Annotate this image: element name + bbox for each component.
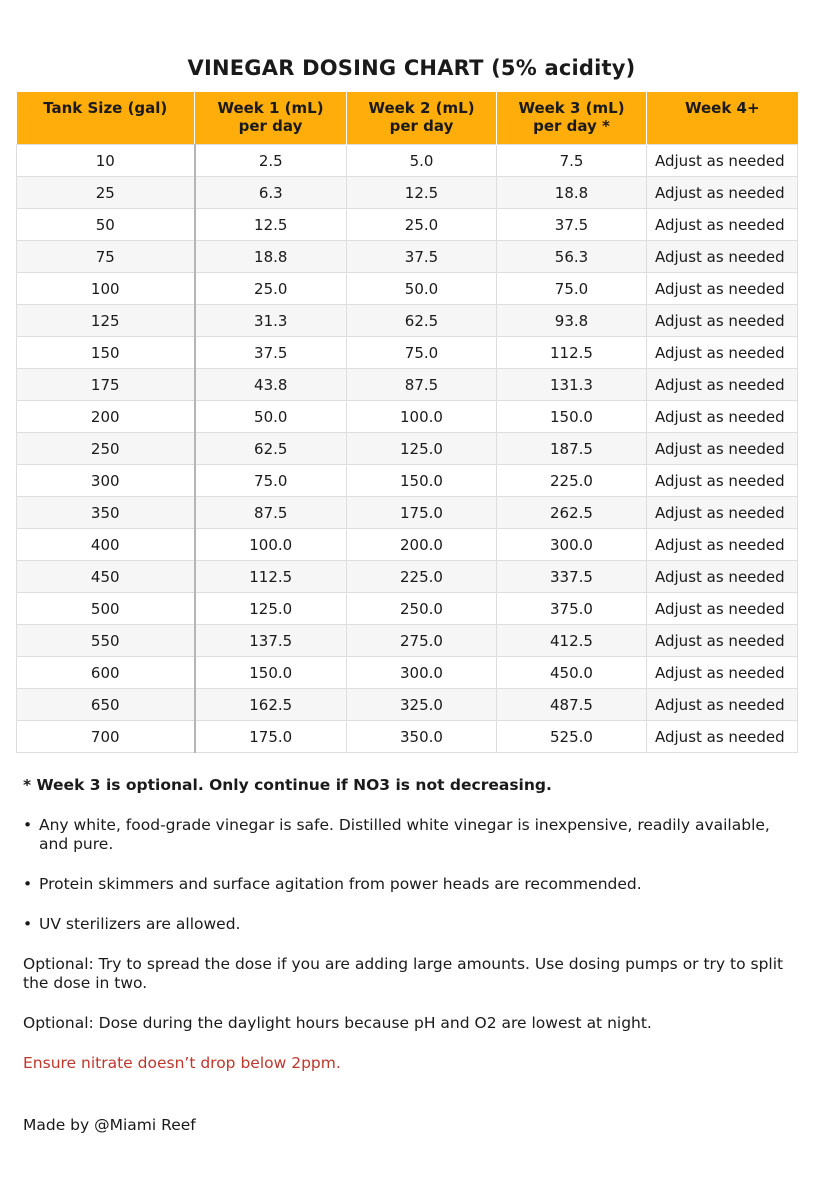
cell-week-4: Adjust as needed bbox=[647, 465, 798, 497]
cell-tank-size: 450 bbox=[17, 561, 195, 593]
cell-tank-size: 250 bbox=[17, 433, 195, 465]
cell-week-2: 350.0 bbox=[347, 721, 497, 753]
cell-tank-size: 10 bbox=[17, 145, 195, 177]
cell-week-3: 487.5 bbox=[497, 689, 647, 721]
cell-week-3: 450.0 bbox=[497, 657, 647, 689]
cell-week-4: Adjust as needed bbox=[647, 145, 798, 177]
table-row bbox=[17, 209, 798, 241]
cell-week-2: 25.0 bbox=[347, 209, 497, 241]
cell-week-4: Adjust as needed bbox=[647, 369, 798, 401]
notes-section bbox=[23, 776, 793, 1073]
credit: Made by @Miami Reef bbox=[23, 1116, 196, 1134]
table-row bbox=[17, 529, 798, 561]
cell-week-2: 225.0 bbox=[347, 561, 497, 593]
table-row bbox=[17, 273, 798, 305]
bullet-dot: • bbox=[23, 816, 33, 834]
cell-week-2: 300.0 bbox=[347, 657, 497, 689]
cell-week-1: 100.0 bbox=[195, 529, 347, 561]
cell-tank-size: 400 bbox=[17, 529, 195, 561]
cell-week-4: Adjust as needed bbox=[647, 625, 798, 657]
cell-week-4: Adjust as needed bbox=[647, 721, 798, 753]
cell-week-3: 150.0 bbox=[497, 401, 647, 433]
week3-note: * Week 3 is optional. Only continue if NO3 is not decreasing. bbox=[23, 776, 552, 794]
cell-week-2: 62.5 bbox=[347, 305, 497, 337]
cell-week-3: 7.5 bbox=[497, 145, 647, 177]
cell-week-1: 25.0 bbox=[195, 273, 347, 305]
cell-week-1: 37.5 bbox=[195, 337, 347, 369]
cell-tank-size: 150 bbox=[17, 337, 195, 369]
cell-tank-size: 25 bbox=[17, 177, 195, 209]
cell-week-3: 262.5 bbox=[497, 497, 647, 529]
cell-tank-size: 75 bbox=[17, 241, 195, 273]
table-row bbox=[17, 465, 798, 497]
cell-week-2: 37.5 bbox=[347, 241, 497, 273]
cell-week-3: 131.3 bbox=[497, 369, 647, 401]
table-row bbox=[17, 241, 798, 273]
cell-week-4: Adjust as needed bbox=[647, 337, 798, 369]
header-week-4: Week 4+ bbox=[647, 92, 798, 145]
cell-week-1: 18.8 bbox=[195, 241, 347, 273]
table-row bbox=[17, 721, 798, 753]
table-row bbox=[17, 433, 798, 465]
cell-tank-size: 700 bbox=[17, 721, 195, 753]
cell-week-1: 2.5 bbox=[195, 145, 347, 177]
cell-week-4: Adjust as needed bbox=[647, 529, 798, 561]
cell-week-1: 162.5 bbox=[195, 689, 347, 721]
cell-week-1: 6.3 bbox=[195, 177, 347, 209]
cell-week-2: 175.0 bbox=[347, 497, 497, 529]
cell-tank-size: 650 bbox=[17, 689, 195, 721]
cell-week-3: 18.8 bbox=[497, 177, 647, 209]
cell-week-1: 31.3 bbox=[195, 305, 347, 337]
cell-tank-size: 100 bbox=[17, 273, 195, 305]
cell-week-2: 200.0 bbox=[347, 529, 497, 561]
header-week-3: Week 3 (mL) per day * bbox=[497, 92, 647, 145]
cell-week-1: 112.5 bbox=[195, 561, 347, 593]
cell-week-2: 87.5 bbox=[347, 369, 497, 401]
cell-week-1: 75.0 bbox=[195, 465, 347, 497]
cell-week-3: 300.0 bbox=[497, 529, 647, 561]
table-row bbox=[17, 625, 798, 657]
cell-tank-size: 600 bbox=[17, 657, 195, 689]
cell-week-4: Adjust as needed bbox=[647, 273, 798, 305]
cell-week-2: 150.0 bbox=[347, 465, 497, 497]
cell-week-1: 43.8 bbox=[195, 369, 347, 401]
cell-week-4: Adjust as needed bbox=[647, 497, 798, 529]
cell-week-3: 75.0 bbox=[497, 273, 647, 305]
cell-week-3: 112.5 bbox=[497, 337, 647, 369]
cell-week-1: 175.0 bbox=[195, 721, 347, 753]
cell-week-3: 375.0 bbox=[497, 593, 647, 625]
bullet-item: • UV sterilizers are allowed. bbox=[23, 915, 241, 933]
cell-week-4: Adjust as needed bbox=[647, 689, 798, 721]
table-row bbox=[17, 593, 798, 625]
cell-week-3: 225.0 bbox=[497, 465, 647, 497]
cell-week-2: 275.0 bbox=[347, 625, 497, 657]
table-row bbox=[17, 145, 798, 177]
cell-week-2: 75.0 bbox=[347, 337, 497, 369]
cell-week-1: 12.5 bbox=[195, 209, 347, 241]
cell-tank-size: 125 bbox=[17, 305, 195, 337]
cell-week-1: 62.5 bbox=[195, 433, 347, 465]
cell-week-3: 337.5 bbox=[497, 561, 647, 593]
cell-week-3: 56.3 bbox=[497, 241, 647, 273]
cell-week-4: Adjust as needed bbox=[647, 657, 798, 689]
cell-week-4: Adjust as needed bbox=[647, 433, 798, 465]
table-row bbox=[17, 689, 798, 721]
cell-week-4: Adjust as needed bbox=[647, 209, 798, 241]
table-row bbox=[17, 497, 798, 529]
cell-week-2: 100.0 bbox=[347, 401, 497, 433]
cell-week-2: 325.0 bbox=[347, 689, 497, 721]
optional-note-daylight: Optional: Dose during the daylight hours because pH and O2 are lowest at night. bbox=[23, 1014, 652, 1032]
header-row bbox=[17, 92, 798, 145]
cell-tank-size: 350 bbox=[17, 497, 195, 529]
header-week-1: Week 1 (mL) per day bbox=[195, 92, 347, 145]
cell-week-3: 37.5 bbox=[497, 209, 647, 241]
cell-week-3: 412.5 bbox=[497, 625, 647, 657]
cell-week-4: Adjust as needed bbox=[647, 177, 798, 209]
cell-tank-size: 200 bbox=[17, 401, 195, 433]
bullet-dot: • bbox=[23, 915, 33, 933]
cell-week-2: 250.0 bbox=[347, 593, 497, 625]
cell-week-3: 525.0 bbox=[497, 721, 647, 753]
cell-week-1: 50.0 bbox=[195, 401, 347, 433]
table-row bbox=[17, 337, 798, 369]
cell-tank-size: 50 bbox=[17, 209, 195, 241]
table-row bbox=[17, 177, 798, 209]
cell-week-4: Adjust as needed bbox=[647, 241, 798, 273]
bullet-item: • Any white, food-grade vinegar is safe. Distilled white vinegar is inexpensive, readily available, and pure. bbox=[23, 816, 770, 853]
table-row bbox=[17, 657, 798, 689]
cell-week-2: 50.0 bbox=[347, 273, 497, 305]
header-week-2: Week 2 (mL) per day bbox=[347, 92, 497, 145]
cell-week-4: Adjust as needed bbox=[647, 561, 798, 593]
dosing-table bbox=[16, 92, 798, 753]
bullet-dot: • bbox=[23, 875, 33, 893]
nitrate-warning: Ensure nitrate doesn’t drop below 2ppm. bbox=[23, 1054, 341, 1072]
cell-tank-size: 300 bbox=[17, 465, 195, 497]
table-row bbox=[17, 401, 798, 433]
table-row bbox=[17, 369, 798, 401]
cell-week-2: 12.5 bbox=[347, 177, 497, 209]
cell-week-2: 125.0 bbox=[347, 433, 497, 465]
cell-week-3: 187.5 bbox=[497, 433, 647, 465]
cell-week-2: 5.0 bbox=[347, 145, 497, 177]
cell-week-1: 137.5 bbox=[195, 625, 347, 657]
cell-week-1: 125.0 bbox=[195, 593, 347, 625]
cell-tank-size: 550 bbox=[17, 625, 195, 657]
cell-tank-size: 500 bbox=[17, 593, 195, 625]
table-row bbox=[17, 305, 798, 337]
bullet-item: • Protein skimmers and surface agitation from power heads are recommended. bbox=[23, 875, 642, 893]
cell-week-4: Adjust as needed bbox=[647, 593, 798, 625]
chart-title: VINEGAR DOSING CHART (5% acidity) bbox=[187, 56, 636, 80]
cell-week-4: Adjust as needed bbox=[647, 305, 798, 337]
header-tank-size: Tank Size (gal) bbox=[17, 92, 195, 145]
table-row bbox=[17, 561, 798, 593]
optional-note-spread: Optional: Try to spread the dose if you are adding large amounts. Use dosing pumps or try to split the dose in two. bbox=[23, 955, 784, 992]
cell-week-1: 150.0 bbox=[195, 657, 347, 689]
cell-tank-size: 175 bbox=[17, 369, 195, 401]
cell-week-1: 87.5 bbox=[195, 497, 347, 529]
cell-week-4: Adjust as needed bbox=[647, 401, 798, 433]
cell-week-3: 93.8 bbox=[497, 305, 647, 337]
